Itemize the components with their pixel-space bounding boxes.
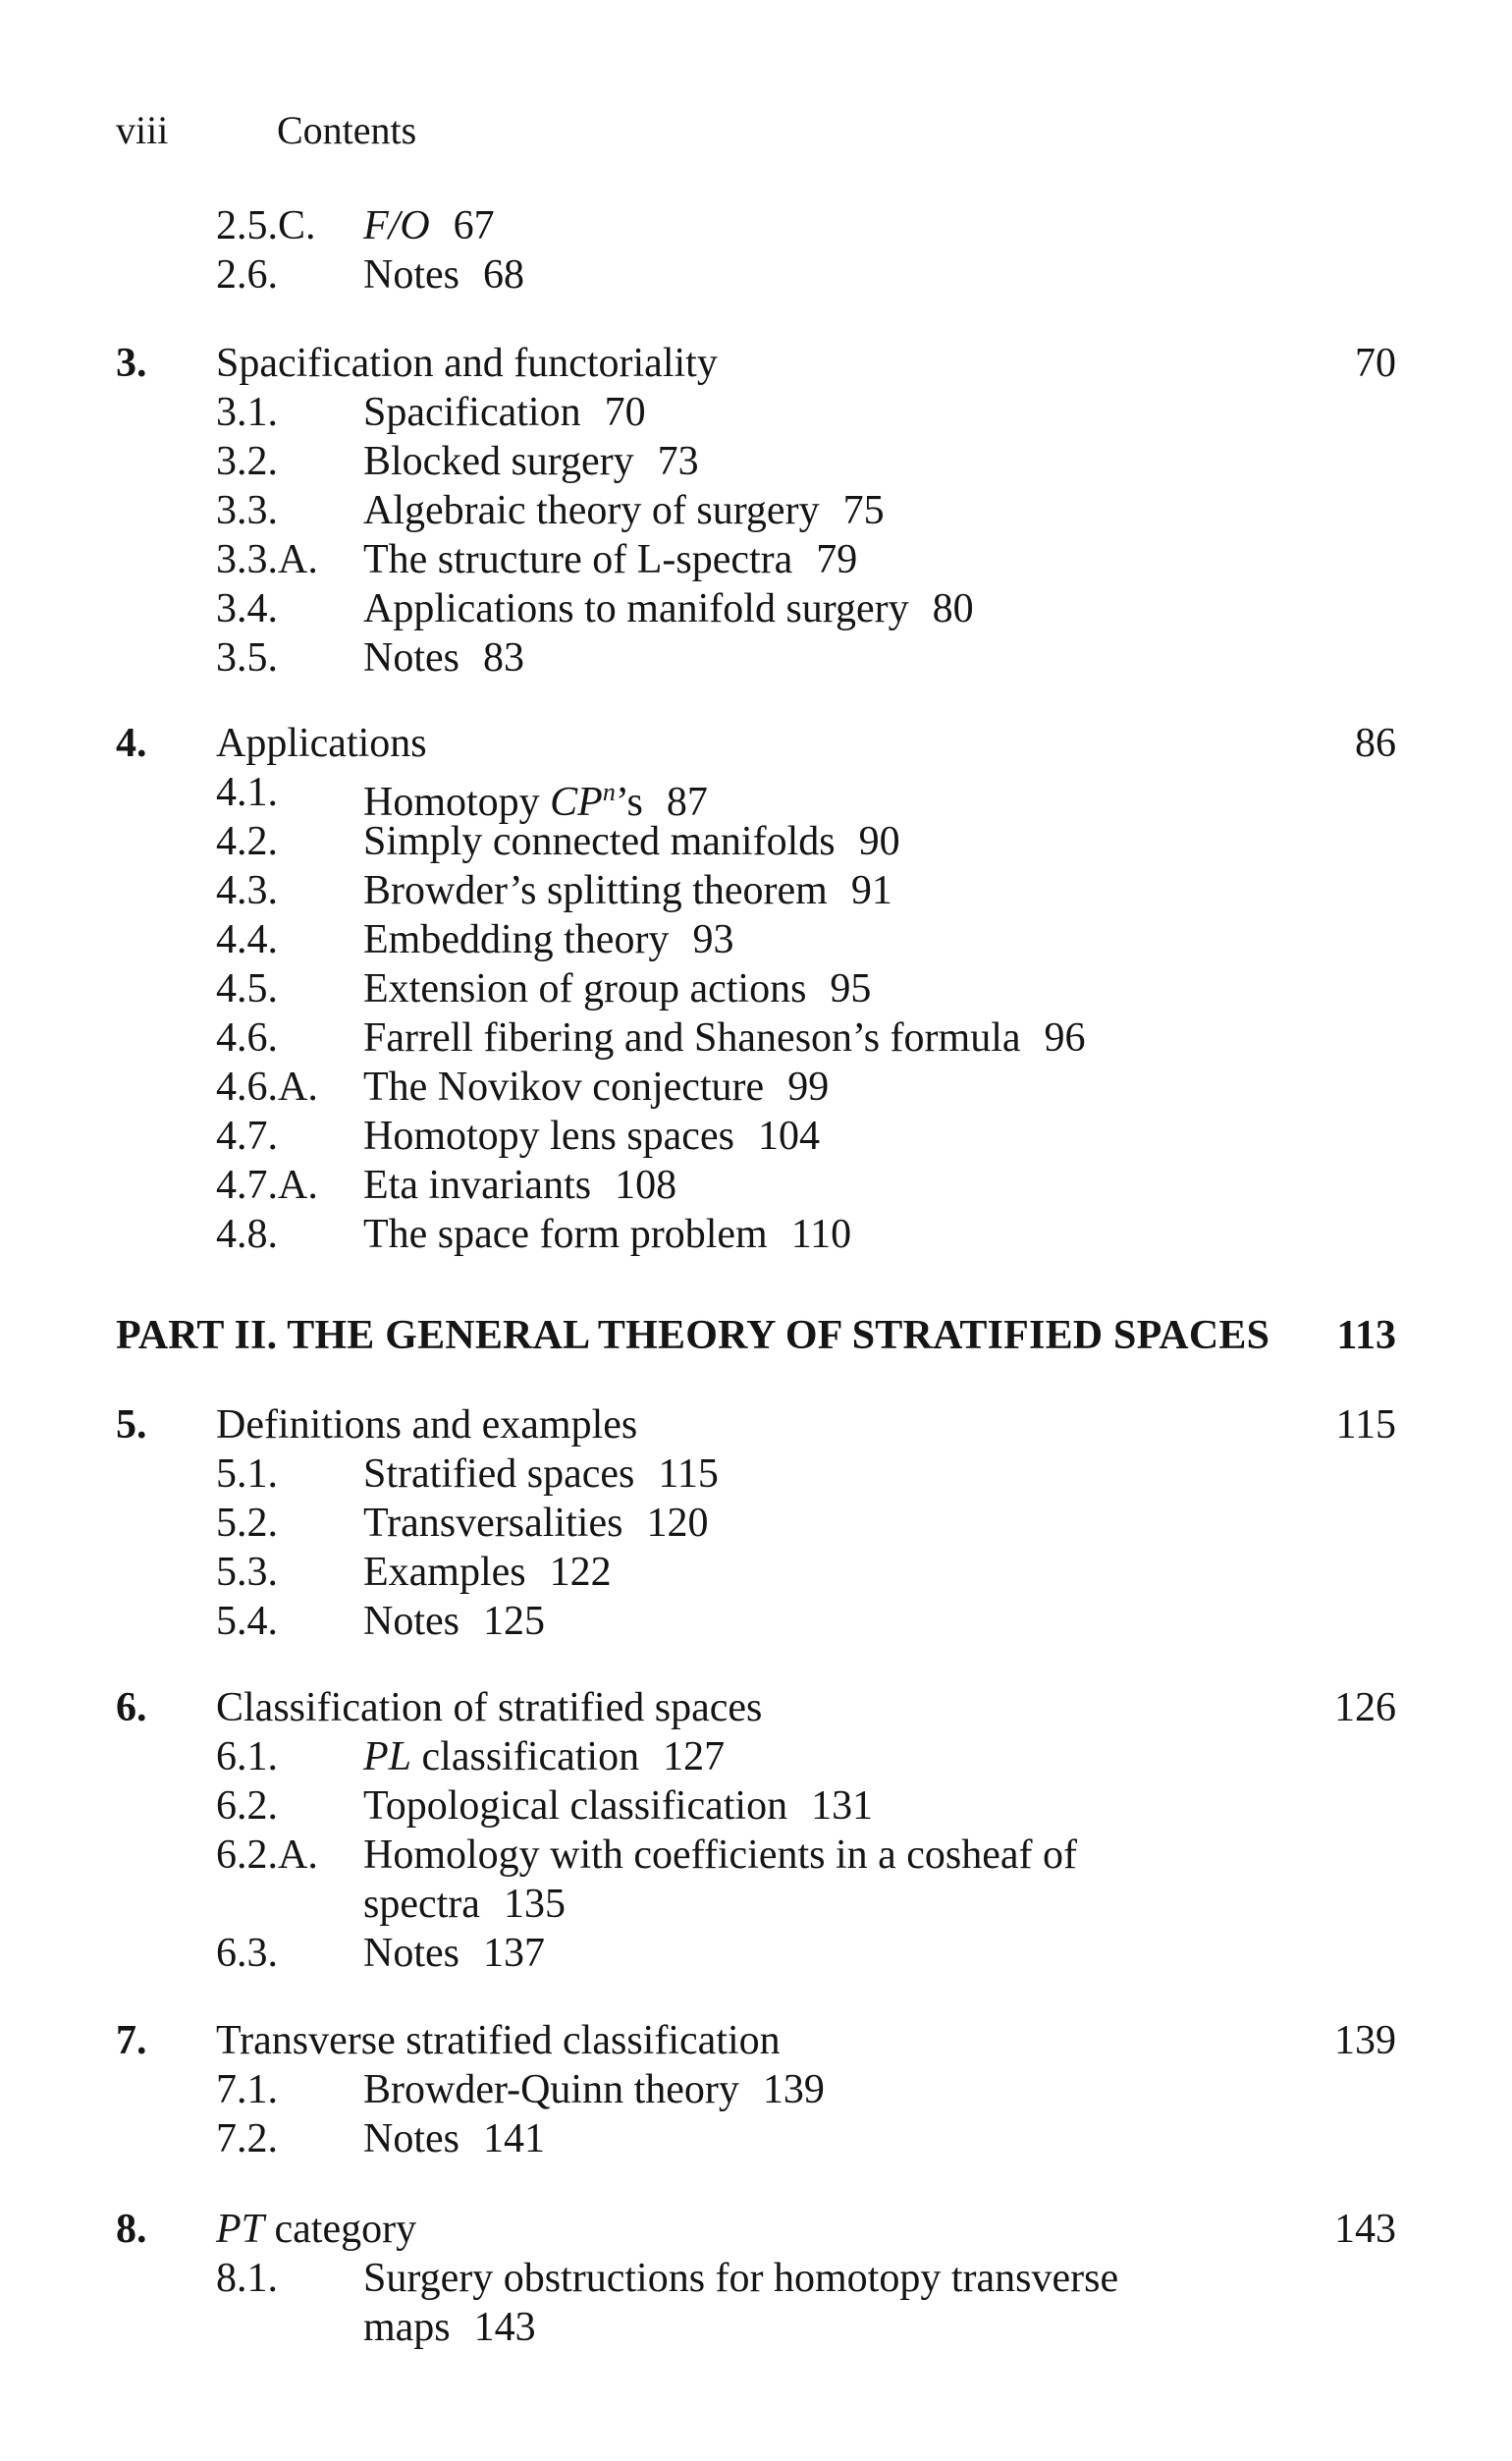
section-title: Examples 122	[363, 1550, 612, 1595]
section-number: 4.3.	[216, 868, 278, 913]
section-title: Notes 141	[363, 2116, 545, 2161]
chapter-row	[0, 719, 1512, 768]
section-row	[0, 1210, 1512, 1259]
chapter-page: 70	[1355, 341, 1396, 386]
section-number: 4.8.	[216, 1212, 278, 1257]
section-number: 3.4.	[216, 586, 278, 631]
section-row	[0, 2254, 1512, 2303]
section-page: 127	[663, 1734, 726, 1779]
section-number: 8.1.	[216, 2256, 278, 2301]
section-title: Homotopy $CP^n’s$ 87	[363, 778, 708, 825]
section-number: 4.2.	[216, 819, 278, 864]
section-title: Homology with coefficients in a cosheaf of	[363, 1832, 1078, 1878]
chapter-title: Classification of stratified spaces	[216, 1685, 763, 1730]
section-row	[0, 1449, 1512, 1499]
section-row	[0, 866, 1512, 915]
chapter-number: 7.	[116, 2018, 147, 2063]
section-row	[0, 1597, 1512, 1646]
section-number: 5.4.	[216, 1599, 278, 1644]
section-number: 4.4.	[216, 917, 278, 962]
section-title: Topological classification 131	[363, 1783, 874, 1829]
section-title: The Novikov conjecture 99	[363, 1065, 830, 1110]
chapter-block	[0, 1683, 1512, 1978]
chapter-title: Spacification and functoriality	[216, 341, 718, 386]
section-title: Eta invariants 108	[363, 1163, 677, 1208]
section-title: Surgery obstructions for homotopy transverse	[363, 2256, 1119, 2301]
chapter-number: 3.	[116, 341, 147, 386]
section-page: 125	[483, 1599, 545, 1644]
section-row	[0, 1929, 1512, 1978]
chapter-number: 6.	[116, 1685, 147, 1730]
section-page: 68	[483, 252, 524, 298]
section-page: 96	[1044, 1015, 1086, 1061]
section-row	[0, 964, 1512, 1013]
section-number: 3.3.A.	[216, 537, 318, 582]
section-page: 122	[549, 1550, 612, 1595]
section-page: 99	[787, 1065, 830, 1110]
part-page: 113	[1336, 1313, 1396, 1358]
section-number: 7.2.	[216, 2116, 278, 2161]
section-title: Notes 68	[363, 252, 524, 298]
chapter-number: 8.	[116, 2207, 147, 2252]
section-page: 93	[692, 917, 734, 962]
section-title-continued: spectra 135	[363, 1882, 566, 1927]
section-page: 79	[816, 537, 858, 582]
section-page: 115	[658, 1451, 719, 1497]
section-title: Browder-Quinn theory 139	[363, 2067, 825, 2112]
section-number: 4.1.	[216, 770, 278, 815]
section-row	[0, 388, 1512, 437]
section-row	[0, 2114, 1512, 2163]
section-row-continued	[0, 1880, 1512, 1929]
chapter-number: 5.	[116, 1402, 147, 1448]
section-number: 5.1.	[216, 1451, 278, 1497]
section-row-continued	[0, 2303, 1512, 2352]
chapter-title: PT category	[216, 2207, 417, 2252]
chapter-title: Applications	[216, 721, 427, 766]
section-row	[0, 437, 1512, 486]
section-title: Extension of group actions 95	[363, 966, 872, 1012]
section-number: 6.2.	[216, 1783, 278, 1829]
chapter-row	[0, 1683, 1512, 1732]
section-row	[0, 1161, 1512, 1210]
section-number: 4.7.	[216, 1114, 278, 1159]
section-row	[0, 1063, 1512, 1112]
section-title: The space form problem 110	[363, 1212, 852, 1257]
section-row	[0, 1013, 1512, 1063]
section-title: Homotopy lens spaces 104	[363, 1114, 820, 1159]
section-number: 7.1.	[216, 2067, 278, 2112]
section-row	[0, 535, 1512, 584]
section-row	[0, 1548, 1512, 1597]
chapter-block	[0, 2205, 1512, 2352]
chapter-page: 126	[1334, 1685, 1396, 1730]
chapter-block	[0, 719, 1512, 1259]
section-title: Notes 137	[363, 1931, 545, 1976]
section-number: 3.1.	[216, 390, 278, 435]
chapter-page: 115	[1335, 1402, 1396, 1448]
section-title: Farrell fibering and Shaneson’s formula 96	[363, 1015, 1086, 1061]
section-number: 4.7.A.	[216, 1163, 318, 1208]
section-row	[0, 633, 1512, 683]
section-title-continued: maps 143	[363, 2305, 536, 2350]
chapter-row	[0, 2205, 1512, 2254]
section-page: 131	[811, 1783, 874, 1829]
section-page: 87	[666, 780, 708, 825]
chapter-page: 139	[1334, 2018, 1396, 2063]
section-number: 2.5.C.	[216, 203, 316, 248]
section-row	[0, 1781, 1512, 1831]
section-title: Embedding theory 93	[363, 917, 734, 962]
section-title: Notes 125	[363, 1599, 545, 1644]
section-row	[0, 1112, 1512, 1161]
section-page: 80	[932, 586, 974, 631]
section-page: 75	[842, 488, 885, 533]
section-title: Applications to manifold surgery 80	[363, 586, 974, 631]
section-page: 110	[790, 1212, 852, 1257]
section-number: 4.6.A.	[216, 1065, 318, 1110]
section-page: 120	[646, 1501, 709, 1546]
chapter-block	[0, 1400, 1512, 1646]
chapter-row	[0, 1400, 1512, 1449]
chapter-title: Definitions and examples	[216, 1402, 638, 1448]
section-row	[0, 1499, 1512, 1548]
chapter-row	[0, 2016, 1512, 2065]
section-title: Stratified spaces 115	[363, 1451, 719, 1497]
section-row	[0, 250, 1512, 300]
section-title: Spacification 70	[363, 390, 646, 435]
section-row	[0, 486, 1512, 535]
section-page: 137	[483, 1931, 545, 1976]
running-title: Contents	[277, 108, 417, 152]
chapter-number: 4.	[116, 721, 147, 766]
part-block	[0, 1311, 1512, 1360]
section-number: 3.2.	[216, 439, 278, 484]
section-page: 90	[858, 819, 900, 864]
part-title: PART II. THE GENERAL THEORY OF STRATIFIED SPACES	[116, 1313, 1270, 1358]
section-number: 6.2.A.	[216, 1832, 318, 1878]
section-page: 141	[483, 2116, 545, 2161]
section-row	[0, 1732, 1512, 1781]
section-row	[0, 584, 1512, 633]
section-number: 3.3.	[216, 488, 278, 533]
chapter-row	[0, 339, 1512, 388]
section-row	[0, 915, 1512, 964]
section-number: 4.5.	[216, 966, 278, 1012]
section-title: Browder’s splitting theorem 91	[363, 868, 892, 913]
chapter-title: Transverse stratified classification	[216, 2018, 781, 2063]
section-row	[0, 2065, 1512, 2114]
section-row	[0, 1831, 1512, 1880]
section-page: 95	[830, 966, 872, 1012]
section-number: 6.1.	[216, 1734, 278, 1779]
section-title: Blocked surgery 73	[363, 439, 699, 484]
section-title: Notes 83	[363, 635, 524, 681]
section-page: 73	[657, 439, 699, 484]
section-page: 67	[453, 203, 495, 248]
section-title: Simply connected manifolds 90	[363, 819, 900, 864]
section-page: 70	[604, 390, 646, 435]
chapter-page: 143	[1334, 2207, 1396, 2252]
chapter-block	[0, 2016, 1512, 2163]
section-page: 104	[757, 1114, 820, 1159]
section-title: PL classification 127	[363, 1734, 726, 1779]
section-title: Transversalities 120	[363, 1501, 709, 1546]
section-row	[0, 201, 1512, 250]
section-title: F/O 67	[363, 203, 495, 248]
section-row	[0, 817, 1512, 866]
section-number: 6.3.	[216, 1931, 278, 1976]
section-row	[0, 768, 1512, 825]
section-page: 83	[483, 635, 524, 681]
section-number: 5.3.	[216, 1550, 278, 1595]
section-title: Algebraic theory of surgery 75	[363, 488, 885, 533]
part-row	[0, 1311, 1512, 1360]
section-number: 2.6.	[216, 252, 278, 298]
chapter-block	[0, 339, 1512, 683]
section-page: 139	[762, 2067, 825, 2112]
chapter-block	[0, 201, 1512, 300]
section-number: 4.6.	[216, 1015, 278, 1061]
section-page: 135	[503, 1882, 566, 1927]
section-number: 3.5.	[216, 635, 278, 681]
section-title: The structure of L-spectra 79	[363, 537, 858, 582]
section-number: 5.2.	[216, 1501, 278, 1546]
section-page: 143	[473, 2305, 536, 2350]
page-number: viii	[116, 108, 169, 152]
section-page: 91	[850, 868, 892, 913]
chapter-page: 86	[1355, 721, 1396, 766]
section-page: 108	[615, 1163, 677, 1208]
